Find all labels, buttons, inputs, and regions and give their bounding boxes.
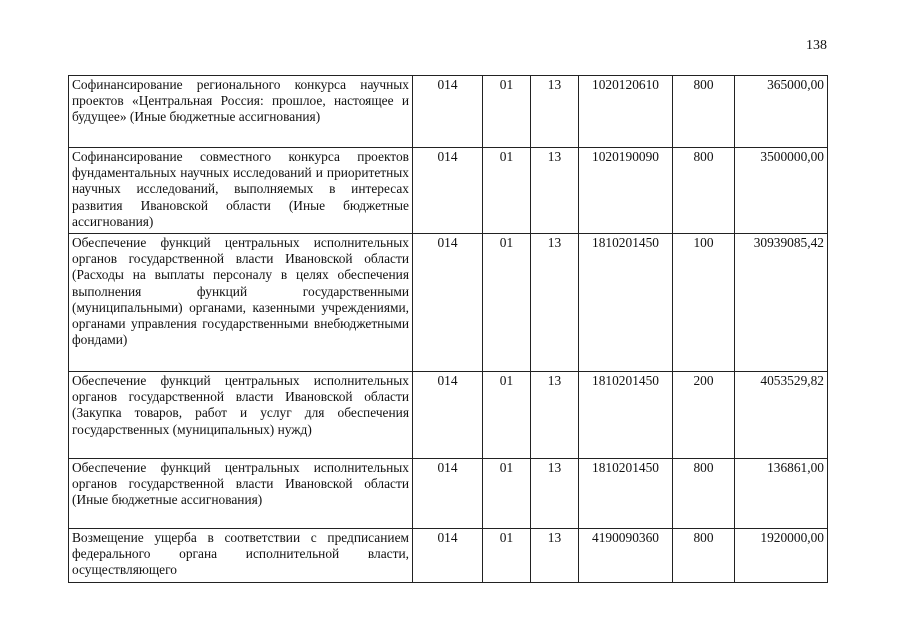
table-row — [69, 459, 828, 529]
row-description: Обеспечение функций центральных исполнительных органов государственной власти Ивановской области (Иные бюджетные ассигнования) — [69, 459, 413, 529]
amount: 3500000,00 — [735, 148, 828, 234]
target-code: 1810201450 — [579, 234, 673, 372]
section-code: 01 — [483, 529, 531, 583]
ministry-code: 014 — [413, 372, 483, 459]
subsection-code: 13 — [531, 234, 579, 372]
subsection-code: 13 — [531, 459, 579, 529]
target-code: 1810201450 — [579, 372, 673, 459]
target-code: 1020120610 — [579, 76, 673, 148]
subsection-code: 13 — [531, 76, 579, 148]
amount: 30939085,42 — [735, 234, 828, 372]
target-code: 1810201450 — [579, 459, 673, 529]
section-code: 01 — [483, 76, 531, 148]
amount: 365000,00 — [735, 76, 828, 148]
row-description: Софинансирование совместного конкурса проектов фундаментальных научных исследований и приоритетных научных исследований, выполняемых в интересах развития Ивановской области (Иные бюджетные ассигнования) — [69, 148, 413, 234]
target-code: 4190090360 — [579, 529, 673, 583]
expense-type-code: 200 — [673, 372, 735, 459]
section-code: 01 — [483, 148, 531, 234]
expense-type-code: 100 — [673, 234, 735, 372]
table-row — [69, 529, 828, 583]
section-code: 01 — [483, 459, 531, 529]
section-code: 01 — [483, 234, 531, 372]
row-description: Возмещение ущерба в соответствии с предписанием федерального органа исполнительной власти, осуществляющего — [69, 529, 413, 583]
expense-type-code: 800 — [673, 148, 735, 234]
table-row — [69, 148, 828, 234]
amount: 4053529,82 — [735, 372, 828, 459]
ministry-code: 014 — [413, 76, 483, 148]
amount: 136861,00 — [735, 459, 828, 529]
subsection-code: 13 — [531, 372, 579, 459]
table-row — [69, 372, 828, 459]
target-code: 1020190090 — [579, 148, 673, 234]
subsection-code: 13 — [531, 148, 579, 234]
ministry-code: 014 — [413, 529, 483, 583]
ministry-code: 014 — [413, 459, 483, 529]
page-number: 138 — [806, 38, 827, 53]
ministry-code: 014 — [413, 234, 483, 372]
subsection-code: 13 — [531, 529, 579, 583]
expense-type-code: 800 — [673, 76, 735, 148]
row-description: Обеспечение функций центральных исполнительных органов государственной власти Ивановской области (Расходы на выплаты персоналу в целях обеспечения выполнения функций государственными (муниципальными) органами, казенными учреждениями, органами управления государственными внебюджетными фондами) — [69, 234, 413, 372]
budget-table — [68, 75, 828, 583]
ministry-code: 014 — [413, 148, 483, 234]
expense-type-code: 800 — [673, 529, 735, 583]
expense-type-code: 800 — [673, 459, 735, 529]
section-code: 01 — [483, 372, 531, 459]
amount: 1920000,00 — [735, 529, 828, 583]
table-row — [69, 234, 828, 372]
row-description: Обеспечение функций центральных исполнительных органов государственной власти Ивановской области (Закупка товаров, работ и услуг для обеспечения государственных (муниципальных) нужд) — [69, 372, 413, 459]
table-row — [69, 76, 828, 148]
row-description: Софинансирование регионального конкурса научных проектов «Центральная Россия: прошлое, настоящее и будущее» (Иные бюджетные ассигнования) — [69, 76, 413, 148]
